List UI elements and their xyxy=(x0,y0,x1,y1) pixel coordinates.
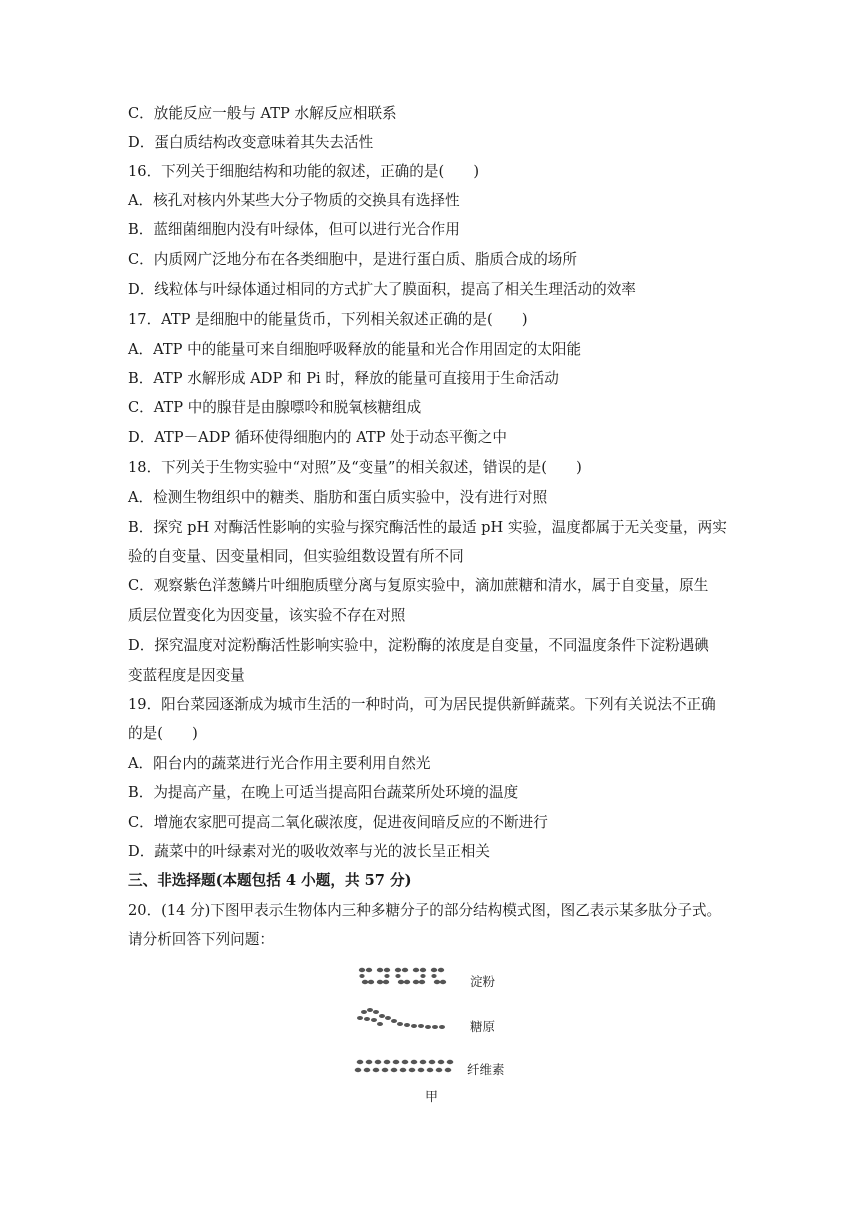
question-19-option-b: B．为提高产量，在晚上可适当提高阳台蔬菜所处环境的温度 xyxy=(128,784,519,801)
option-c-q15: C．放能反应一般与 ATP 水解反应相联系 xyxy=(128,105,397,122)
polysaccharide-figure xyxy=(350,958,530,1108)
starch-label: 淀粉 xyxy=(470,974,496,989)
question-18-option-c-line1: C．观察紫色洋葱鳞片叶细胞质壁分离与复原实验中，滴加蔗糖和清水，属于自变量，原生 xyxy=(128,577,709,594)
question-20-stem-line1: 20．(14 分)下图甲表示生物体内三种多糖分子的部分结构模式图，图乙表示某多肽分子式。 xyxy=(128,902,722,919)
question-16-option-c: C．内质网广泛地分布在各类细胞中，是进行蛋白质、脂质合成的场所 xyxy=(128,251,577,268)
polysaccharide-diagram xyxy=(350,958,460,1088)
glycogen-structure xyxy=(357,1008,445,1029)
question-18-option-d-line1: D．探究温度对淀粉酶活性影响实验中，淀粉酶的浓度是自变量，不同温度条件下淀粉遇碘 xyxy=(128,637,709,654)
section-three-heading: 三、非选择题(本题包括 4 小题，共 57 分) xyxy=(128,872,412,889)
question-18-option-b-line2: 验的自变量、因变量相同，但实验组数设置有所不同 xyxy=(128,548,464,565)
question-19-option-d: D．蔬菜中的叶绿素对光的吸收效率与光的波长呈正相关 xyxy=(128,843,490,860)
question-18-stem: 18．下列关于生物实验中“对照”及“变量”的相关叙述，错误的是( ) xyxy=(128,459,582,476)
question-18-option-c-line2: 质层位置变化为因变量，该实验不存在对照 xyxy=(128,607,406,624)
question-17-option-c: C．ATP 中的腺苷是由腺嘌呤和脱氧核糖组成 xyxy=(128,399,422,416)
question-16-stem: 16．下列关于细胞结构和功能的叙述，正确的是( ) xyxy=(128,163,480,180)
question-17-stem: 17．ATP 是细胞中的能量货币，下列相关叙述正确的是( ) xyxy=(128,311,528,328)
cellulose-label: 纤维素 xyxy=(467,1062,505,1077)
question-19-option-a: A．阳台内的蔬菜进行光合作用主要利用自然光 xyxy=(128,755,431,772)
question-19-stem-line1: 19．阳台菜园逐渐成为城市生活的一种时尚，可为居民提供新鲜蔬菜。下列有关说法不正确 xyxy=(128,696,716,713)
question-17-option-b: B．ATP 水解形成 ADP 和 Pi 时，释放的能量可直接用于生命活动 xyxy=(128,370,559,387)
question-17-option-a: A．ATP 中的能量可来自细胞呼吸释放的能量和光合作用固定的太阳能 xyxy=(128,341,582,358)
question-16-option-b: B．蓝细菌细胞内没有叶绿体，但可以进行光合作用 xyxy=(128,221,460,238)
question-19-option-c: C．增施农家肥可提高二氧化碳浓度，促进夜间暗反应的不断进行 xyxy=(128,814,548,831)
question-16-option-d: D．线粒体与叶绿体通过相同的方式扩大了膜面积，提高了相关生理活动的效率 xyxy=(128,281,636,298)
cellulose-structure xyxy=(355,1060,454,1072)
question-19-stem-line2: 的是( ) xyxy=(128,725,198,742)
figure-caption: 甲 xyxy=(425,1090,439,1105)
glycogen-label: 糖原 xyxy=(470,1019,496,1034)
question-18-option-d-line2: 变蓝程度是因变量 xyxy=(128,667,245,684)
question-16-option-a: A．核孔对核内外某些大分子物质的交换具有选择性 xyxy=(128,192,460,209)
starch-structure xyxy=(359,968,446,984)
question-18-option-a: A．检测生物组织中的糖类、脂肪和蛋白质实验中，没有进行对照 xyxy=(128,489,548,506)
question-17-option-d: D．ATP－ADP 循环使得细胞内的 ATP 处于动态平衡之中 xyxy=(128,429,507,446)
option-d-q15: D．蛋白质结构改变意味着其失去活性 xyxy=(128,134,374,151)
question-20-stem-line2: 请分析回答下列问题： xyxy=(128,931,274,948)
question-18-option-b-line1: B．探究 pH 对酶活性影响的实验与探究酶活性的最适 pH 实验，温度都属于无关变量，两实 xyxy=(128,519,727,536)
